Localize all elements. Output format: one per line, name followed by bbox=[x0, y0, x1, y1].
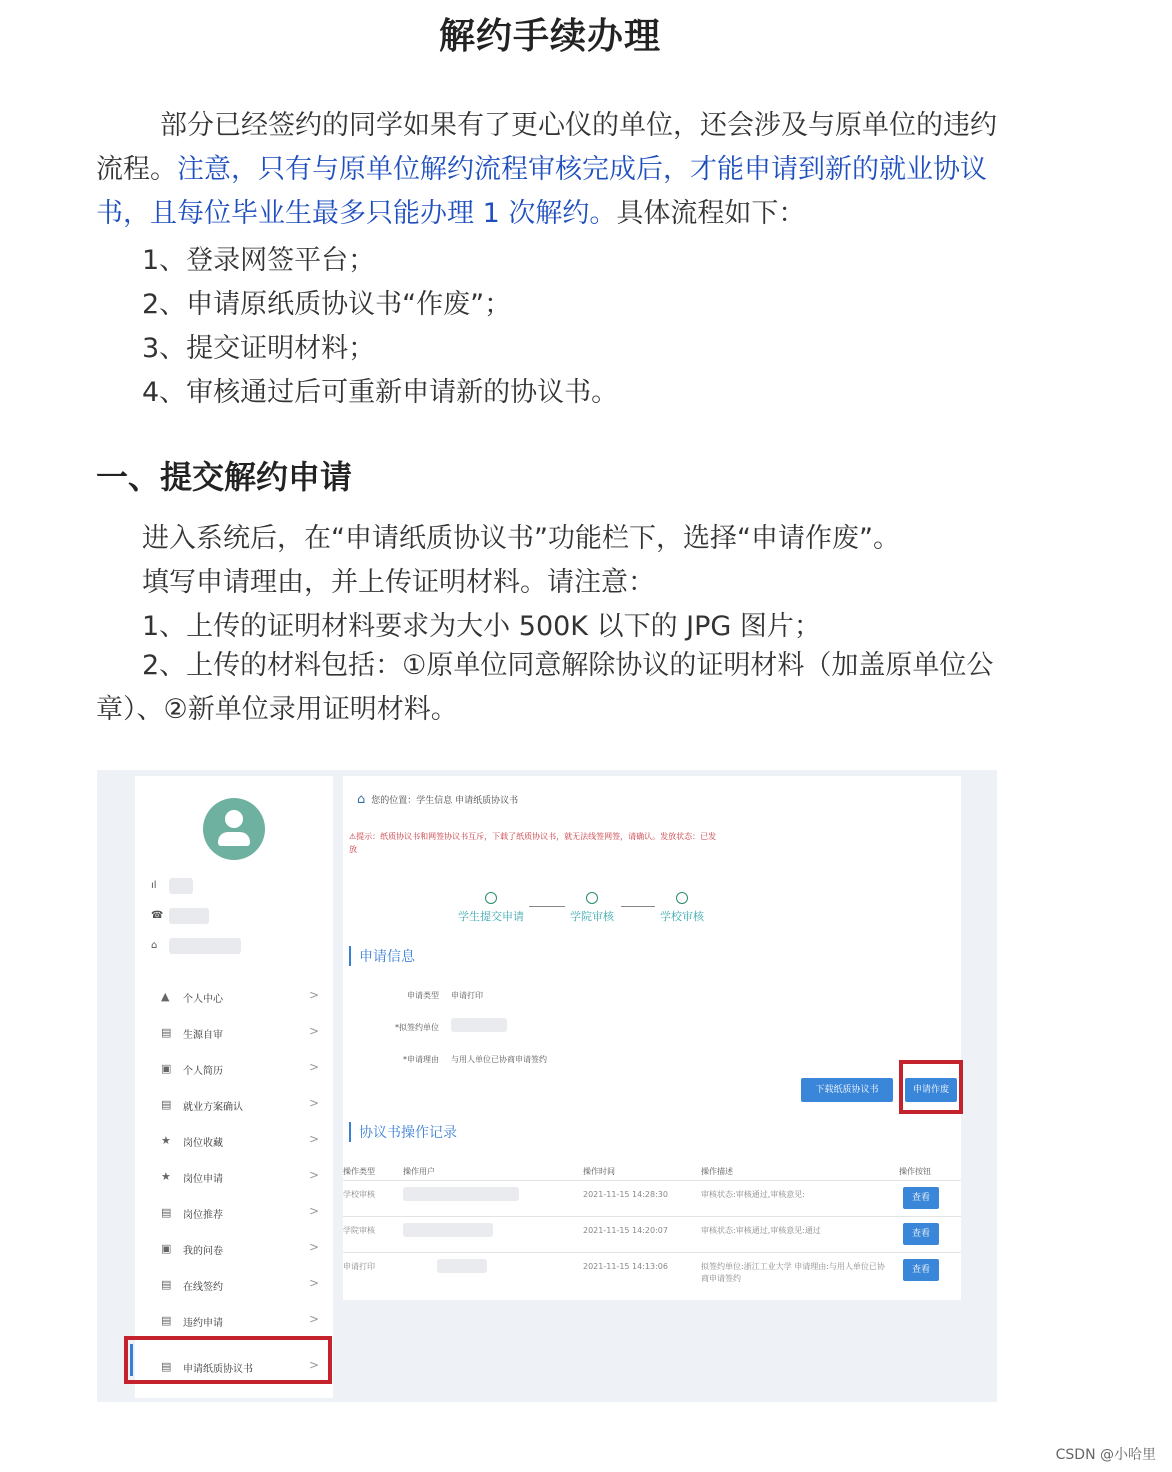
section-text: 2、上传的材料包括：①原单位同意解除协议的证明材料（加盖原单位公章）、②新单位录用证明材料。 bbox=[96, 650, 994, 725]
chevron-right-icon: > bbox=[308, 1168, 319, 1182]
apply-void-button[interactable]: 申请作废 bbox=[905, 1078, 957, 1102]
view-button[interactable]: 查看 bbox=[903, 1259, 939, 1281]
list-icon: ▤ bbox=[161, 1098, 172, 1111]
cell-desc: 审核状态:审核通过,审核意见:通过 bbox=[701, 1226, 821, 1235]
sidebar-item-plan-confirm[interactable] bbox=[135, 1086, 333, 1122]
sidebar-item-personal-center[interactable] bbox=[135, 978, 333, 1014]
intro-notice: 注意，只有与原单位解约流程审核完成后，才能申请到新的就业协议书，且每位毕业生最多只能办理 1 次解约。 bbox=[96, 154, 987, 229]
chevron-right-icon: > bbox=[308, 1276, 319, 1290]
blurred-user bbox=[403, 1187, 519, 1201]
intro-paragraph bbox=[96, 104, 1008, 236]
list-icon: ▤ bbox=[161, 1278, 172, 1291]
step-item: 1、登录网签平台； bbox=[142, 245, 376, 276]
sidebar-item-job-recommend[interactable] bbox=[135, 1194, 333, 1230]
sidebar-item-label: 生源自审 bbox=[183, 1030, 223, 1041]
flow-step-label: 学院审核 bbox=[570, 910, 614, 923]
stats-icon: ıl bbox=[151, 880, 157, 891]
chevron-right-icon: > bbox=[308, 988, 319, 1002]
intro-text: 部分已经签约的同学如果有了更心仪的单位，还会涉及与原单位的违约流程。 bbox=[96, 110, 997, 185]
field-value: 申请打印 bbox=[451, 991, 483, 1000]
flow-step bbox=[655, 892, 709, 924]
table-header: 操作类型 bbox=[343, 1167, 375, 1176]
chevron-right-icon: > bbox=[308, 1132, 319, 1146]
watermark: CSDN @小哈里 bbox=[1055, 1447, 1156, 1463]
highlight-box bbox=[899, 1060, 963, 1114]
sidebar-item-label: 在线签约 bbox=[183, 1282, 223, 1293]
cell-type: 学校审核 bbox=[343, 1190, 375, 1199]
flow-step bbox=[453, 892, 529, 924]
breadcrumb-text: 您的位置：学生信息 申请纸质协议书 bbox=[371, 796, 519, 806]
flow-step bbox=[565, 892, 619, 924]
document-icon: ▣ bbox=[161, 1242, 172, 1255]
blurred-user bbox=[437, 1259, 487, 1273]
section-text: 进入系统后，在“申请纸质协议书”功能栏下，选择“申请作废”。 bbox=[142, 523, 900, 554]
apply-info-heading: 申请信息 bbox=[349, 946, 415, 966]
star-icon: ★ bbox=[161, 1170, 171, 1183]
table-header: 操作按钮 bbox=[899, 1167, 931, 1176]
chevron-right-icon: > bbox=[308, 1358, 319, 1372]
field-label: *申请理由 bbox=[403, 1055, 439, 1064]
sidebar-item-label: 我的问卷 bbox=[183, 1246, 223, 1257]
download-paper-agreement-button[interactable]: 下载纸质协议书 bbox=[801, 1078, 893, 1102]
sidebar-item-label: 就业方案确认 bbox=[183, 1102, 243, 1113]
main-panel bbox=[343, 776, 961, 1300]
document-icon: ▣ bbox=[161, 1062, 172, 1075]
phone-icon: ☎ bbox=[151, 910, 164, 921]
section-text: 填写申请理由，并上传证明材料。请注意： bbox=[142, 567, 655, 598]
sidebar-item-label: 个人中心 bbox=[183, 994, 223, 1005]
step-circle-icon bbox=[485, 892, 497, 904]
list-icon: ▤ bbox=[161, 1026, 172, 1039]
section-text: 1、上传的证明材料要求为大小 500K 以下的 JPG 图片； bbox=[142, 611, 821, 642]
blurred-info bbox=[169, 908, 209, 924]
chevron-right-icon: > bbox=[308, 1312, 319, 1326]
sidebar-item-label: 申请纸质协议书 bbox=[183, 1364, 253, 1375]
flow-step-label: 学校审核 bbox=[660, 910, 704, 923]
field-label: *拟签约单位 bbox=[395, 1023, 439, 1032]
cell-type: 学院审核 bbox=[343, 1226, 375, 1235]
flow-connector bbox=[529, 906, 565, 907]
list-icon: ▤ bbox=[161, 1314, 172, 1327]
embedded-screenshot bbox=[97, 770, 997, 1402]
step-item: 3、提交证明材料； bbox=[142, 333, 376, 364]
cell-time: 2021-11-15 14:28:30 bbox=[583, 1190, 668, 1199]
table-row bbox=[343, 1180, 961, 1215]
sidebar-item-job-apply[interactable] bbox=[135, 1158, 333, 1194]
flow-step-label: 学生提交申请 bbox=[458, 910, 524, 923]
blurred-info bbox=[169, 938, 241, 954]
view-button[interactable]: 查看 bbox=[903, 1223, 939, 1245]
blurred-field bbox=[451, 1018, 507, 1032]
cell-time: 2021-11-15 14:20:07 bbox=[583, 1226, 668, 1235]
sidebar-item-label: 岗位推荐 bbox=[183, 1210, 223, 1221]
chevron-right-icon: > bbox=[308, 1204, 319, 1218]
chevron-right-icon: > bbox=[308, 1240, 319, 1254]
cell-type: 申请打印 bbox=[343, 1262, 375, 1271]
step-circle-icon bbox=[676, 892, 688, 904]
chevron-right-icon: > bbox=[308, 1024, 319, 1038]
sidebar bbox=[135, 776, 333, 1398]
sidebar-item-label: 岗位申请 bbox=[183, 1174, 223, 1185]
list-icon: ▤ bbox=[161, 1206, 172, 1219]
field-label: 申请类型 bbox=[407, 991, 439, 1000]
cell-desc: 审核状态:审核通过,审核意见: bbox=[701, 1190, 805, 1199]
table-header: 操作描述 bbox=[701, 1167, 733, 1176]
person-icon: ▲ bbox=[161, 990, 170, 1003]
star-icon: ★ bbox=[161, 1134, 171, 1147]
records-heading: 协议书操作记录 bbox=[349, 1122, 457, 1142]
home-icon[interactable]: ⌂ bbox=[357, 792, 366, 807]
sidebar-item-breach-apply[interactable] bbox=[135, 1302, 333, 1338]
list-icon: ▤ bbox=[161, 1360, 172, 1373]
highlight-box bbox=[124, 1336, 332, 1384]
cell-desc: 拟签约单位:浙江工业大学 申请理由:与用人单位已协商申请签约 bbox=[701, 1262, 885, 1283]
breadcrumb bbox=[357, 792, 518, 807]
cell-time: 2021-11-15 14:13:06 bbox=[583, 1262, 668, 1271]
chevron-right-icon: > bbox=[308, 1096, 319, 1110]
table-row bbox=[343, 1216, 961, 1251]
sidebar-item-label: 岗位收藏 bbox=[183, 1138, 223, 1149]
step-circle-icon bbox=[586, 892, 598, 904]
step-item: 2、申请原纸质协议书“作废”； bbox=[142, 289, 512, 320]
sidebar-item-label: 个人简历 bbox=[183, 1066, 223, 1077]
field-value: 与用人单位已协商申请签约 bbox=[451, 1055, 547, 1064]
blurred-info bbox=[169, 878, 193, 894]
section-heading: 一、提交解约申请 bbox=[96, 458, 353, 496]
sidebar-item-questionnaire[interactable] bbox=[135, 1230, 333, 1266]
view-button[interactable]: 查看 bbox=[903, 1187, 939, 1209]
intro-text-end: 具体流程如下： bbox=[616, 198, 806, 229]
step-item: 4、审核通过后可重新申请新的协议书。 bbox=[142, 377, 619, 408]
chevron-right-icon: > bbox=[308, 1060, 319, 1074]
flow-connector bbox=[621, 906, 655, 907]
sidebar-item-self-review[interactable] bbox=[135, 1014, 333, 1050]
blurred-user bbox=[403, 1223, 493, 1237]
avatar-icon bbox=[203, 798, 265, 860]
table-row bbox=[343, 1252, 961, 1293]
sidebar-item-resume[interactable] bbox=[135, 1050, 333, 1086]
building-icon: ⌂ bbox=[151, 940, 158, 951]
warning-tip: ⚠提示：纸质协议书和网签协议书互斥，下载了纸质协议书，就无法线签网签，请确认。发放状态：已发放 bbox=[349, 832, 717, 854]
sidebar-item-job-favorites[interactable] bbox=[135, 1122, 333, 1158]
table-header: 操作时间 bbox=[583, 1167, 615, 1176]
page-title: 解约手续办理 bbox=[438, 16, 661, 57]
table-header: 操作用户 bbox=[403, 1167, 435, 1176]
sidebar-item-label: 违约申请 bbox=[183, 1318, 223, 1329]
sidebar-item-online-sign[interactable] bbox=[135, 1266, 333, 1302]
